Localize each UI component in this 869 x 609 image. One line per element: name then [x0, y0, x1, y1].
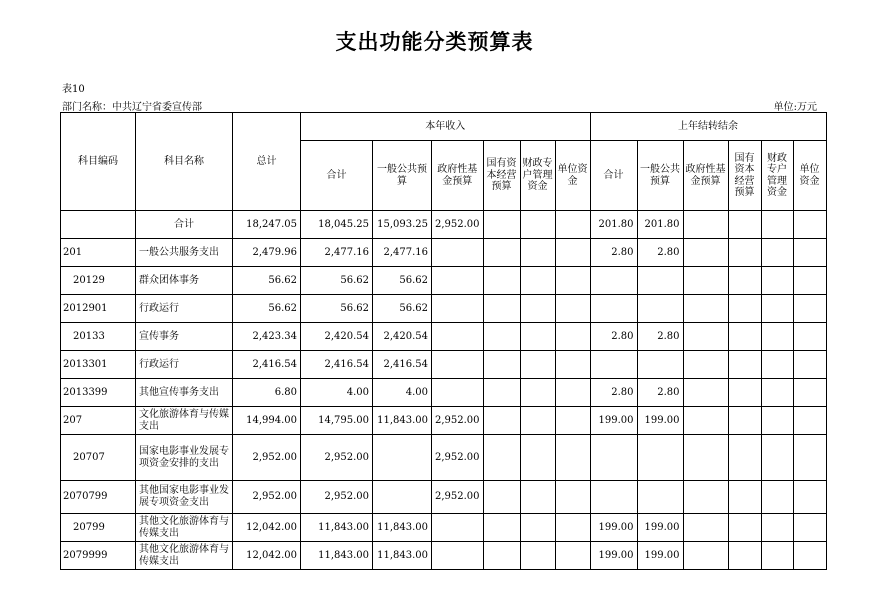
cell-p4 [728, 379, 761, 407]
cell-total: 18,247.05 [233, 211, 301, 239]
cell-c4 [483, 435, 520, 481]
cell-c6 [555, 323, 590, 351]
cell-p6 [793, 407, 826, 435]
cell-c1: 2,952.00 [301, 435, 373, 481]
header-cur-general: 一般公共预算 [373, 141, 432, 211]
cell-p4 [728, 481, 761, 514]
table-row [61, 481, 827, 514]
cell-c3 [432, 239, 484, 267]
cell-p6 [793, 295, 826, 323]
cell-subject-name: 国家电影事业发展专项资金安排的支出 [136, 435, 233, 481]
cell-p1: 2.80 [590, 379, 637, 407]
cell-total: 2,952.00 [233, 481, 301, 514]
cell-c6 [555, 351, 590, 379]
cell-subject-code: 20799 [61, 514, 136, 542]
cell-subject-name: 文化旅游体育与传媒支出 [136, 407, 233, 435]
cell-p2: 199.00 [637, 514, 683, 542]
cell-c1: 11,843.00 [301, 514, 373, 542]
cell-p5 [761, 514, 793, 542]
cell-subject-name: 其他文化旅游体育与传媒支出 [136, 542, 233, 570]
cell-p4 [728, 267, 761, 295]
cell-c1: 4.00 [301, 379, 373, 407]
cell-c2 [373, 481, 432, 514]
cell-p2: 2.80 [637, 239, 683, 267]
header-total: 总计 [233, 113, 301, 211]
cell-p6 [793, 351, 826, 379]
cell-subject-name: 行政运行 [136, 295, 233, 323]
cell-subject-name: 宣传事务 [136, 323, 233, 351]
cell-p1 [590, 267, 637, 295]
cell-p1: 201.80 [590, 211, 637, 239]
header-prev-state-capital: 国有资本经营预算 [728, 141, 761, 211]
cell-c2: 4.00 [373, 379, 432, 407]
cell-subject-code: 20129 [61, 267, 136, 295]
cell-c5 [520, 407, 555, 435]
cell-p3 [683, 407, 728, 435]
cell-c4 [483, 267, 520, 295]
cell-c4 [483, 379, 520, 407]
table-row [61, 351, 827, 379]
cell-subject-name: 一般公共服务支出 [136, 239, 233, 267]
cell-total: 2,416.54 [233, 351, 301, 379]
cell-p3 [683, 323, 728, 351]
cell-subject-name: 其他宣传事务支出 [136, 379, 233, 407]
cell-c3 [432, 295, 484, 323]
cell-p4 [728, 542, 761, 570]
cell-p2 [637, 295, 683, 323]
header-prev-fund: 政府性基金预算 [683, 141, 728, 211]
cell-subject-name: 其他国家电影事业发展专项资金支出 [136, 481, 233, 514]
cell-subject-name: 群众团体事务 [136, 267, 233, 295]
cell-c2: 56.62 [373, 267, 432, 295]
table-row [61, 267, 827, 295]
header-subject-name: 科目名称 [136, 113, 233, 211]
cell-p2: 2.80 [637, 323, 683, 351]
cell-subject-code: 2012901 [61, 295, 136, 323]
cell-c5 [520, 239, 555, 267]
cell-c6 [555, 435, 590, 481]
cell-c1: 56.62 [301, 295, 373, 323]
header-cur-subtotal: 合计 [301, 141, 373, 211]
cell-p2: 199.00 [637, 542, 683, 570]
table-row [61, 295, 827, 323]
header-prev-fiscal-special: 财政专户管理资金 [761, 141, 793, 211]
cell-c1: 2,952.00 [301, 481, 373, 514]
cell-p3 [683, 435, 728, 481]
cell-p4 [728, 211, 761, 239]
department-name: 部门名称：中共辽宁省委宣传部 [62, 102, 202, 113]
cell-total: 2,479.96 [233, 239, 301, 267]
cell-c3 [432, 323, 484, 351]
cell-p6 [793, 239, 826, 267]
cell-c2: 11,843.00 [373, 407, 432, 435]
cell-subject-code: 201 [61, 239, 136, 267]
cell-p5 [761, 435, 793, 481]
cell-c4 [483, 407, 520, 435]
cell-c3: 2,952.00 [432, 481, 484, 514]
cell-c1: 18,045.25 [301, 211, 373, 239]
header-cur-unit-funds: 单位资金 [555, 141, 590, 211]
cell-c2 [373, 435, 432, 481]
cell-p5 [761, 481, 793, 514]
cell-p4 [728, 323, 761, 351]
cell-subject-code [61, 211, 136, 239]
cell-p4 [728, 514, 761, 542]
cell-p3 [683, 267, 728, 295]
header-subject-code: 科目编码 [61, 113, 136, 211]
cell-c4 [483, 323, 520, 351]
cell-p5 [761, 323, 793, 351]
cell-c3 [432, 514, 484, 542]
cell-subject-code: 20707 [61, 435, 136, 481]
cell-c6 [555, 407, 590, 435]
cell-c2: 11,843.00 [373, 542, 432, 570]
cell-p5 [761, 267, 793, 295]
header-cur-fund: 政府性基金预算 [432, 141, 484, 211]
cell-p6 [793, 514, 826, 542]
cell-subject-code: 2013399 [61, 379, 136, 407]
cell-p2 [637, 435, 683, 481]
cell-c5 [520, 323, 555, 351]
cell-subject-code: 2079999 [61, 542, 136, 570]
cell-p3 [683, 351, 728, 379]
header-prev-unit-funds: 单位资金 [793, 141, 826, 211]
cell-p1 [590, 481, 637, 514]
cell-p6 [793, 211, 826, 239]
cell-p6 [793, 379, 826, 407]
cell-p5 [761, 211, 793, 239]
cell-p2 [637, 267, 683, 295]
cell-p6 [793, 267, 826, 295]
cell-total: 56.62 [233, 267, 301, 295]
table-row [61, 407, 827, 435]
header-cur-state-capital: 国有资本经营预算 [483, 141, 520, 211]
cell-p2: 2.80 [637, 379, 683, 407]
cell-c6 [555, 481, 590, 514]
cell-p1: 199.00 [590, 542, 637, 570]
cell-p1: 2.80 [590, 323, 637, 351]
table-row [61, 379, 827, 407]
cell-p5 [761, 379, 793, 407]
cell-c6 [555, 514, 590, 542]
cell-p1: 199.00 [590, 407, 637, 435]
cell-subject-code: 207 [61, 407, 136, 435]
table-row [61, 435, 827, 481]
cell-p3 [683, 379, 728, 407]
cell-subject-name: 合计 [136, 211, 233, 239]
budget-table-body [61, 211, 827, 570]
table-number: 表10 [62, 84, 85, 95]
cell-p4 [728, 407, 761, 435]
cell-c3 [432, 542, 484, 570]
cell-c1: 56.62 [301, 267, 373, 295]
cell-c1: 2,477.16 [301, 239, 373, 267]
cell-c5 [520, 481, 555, 514]
cell-c3: 2,952.00 [432, 435, 484, 481]
table-row [61, 542, 827, 570]
cell-p2: 199.00 [637, 407, 683, 435]
cell-c1: 14,795.00 [301, 407, 373, 435]
page-title: 支出功能分类预算表 [335, 30, 534, 54]
cell-total: 12,042.00 [233, 514, 301, 542]
cell-p3 [683, 239, 728, 267]
cell-subject-code: 2013301 [61, 351, 136, 379]
cell-c4 [483, 295, 520, 323]
cell-c4 [483, 542, 520, 570]
cell-p1 [590, 295, 637, 323]
cell-total: 2,952.00 [233, 435, 301, 481]
cell-c6 [555, 239, 590, 267]
cell-p3 [683, 211, 728, 239]
cell-c5 [520, 211, 555, 239]
cell-p5 [761, 407, 793, 435]
cell-c2: 2,477.16 [373, 239, 432, 267]
cell-p4 [728, 435, 761, 481]
cell-c2: 11,843.00 [373, 514, 432, 542]
cell-p3 [683, 514, 728, 542]
cell-total: 14,994.00 [233, 407, 301, 435]
cell-c5 [520, 295, 555, 323]
header-current-year: 本年收入 [301, 113, 591, 141]
table-row [61, 323, 827, 351]
cell-subject-name: 其他文化旅游体育与传媒支出 [136, 514, 233, 542]
cell-subject-code: 2070799 [61, 481, 136, 514]
cell-c2: 56.62 [373, 295, 432, 323]
cell-p2: 201.80 [637, 211, 683, 239]
cell-c2: 15,093.25 [373, 211, 432, 239]
cell-c3: 2,952.00 [432, 407, 484, 435]
cell-p6 [793, 435, 826, 481]
cell-p1: 199.00 [590, 514, 637, 542]
cell-p6 [793, 542, 826, 570]
header-cur-fiscal-special: 财政专户管理资金 [520, 141, 555, 211]
cell-subject-code: 20133 [61, 323, 136, 351]
header-prev-general: 一般公共预算 [637, 141, 683, 211]
cell-c4 [483, 351, 520, 379]
cell-c6 [555, 379, 590, 407]
cell-subject-name: 行政运行 [136, 351, 233, 379]
cell-c3 [432, 379, 484, 407]
cell-c2: 2,420.54 [373, 323, 432, 351]
cell-c4 [483, 481, 520, 514]
cell-p1 [590, 435, 637, 481]
cell-total: 12,042.00 [233, 542, 301, 570]
header-prev-subtotal: 合计 [590, 141, 637, 211]
cell-total: 2,423.34 [233, 323, 301, 351]
cell-c3: 2,952.00 [432, 211, 484, 239]
cell-c3 [432, 267, 484, 295]
cell-c2: 2,416.54 [373, 351, 432, 379]
cell-c5 [520, 351, 555, 379]
cell-c4 [483, 211, 520, 239]
cell-p5 [761, 239, 793, 267]
cell-c6 [555, 267, 590, 295]
cell-p2 [637, 351, 683, 379]
cell-p1 [590, 351, 637, 379]
cell-p4 [728, 295, 761, 323]
cell-p3 [683, 542, 728, 570]
cell-p3 [683, 295, 728, 323]
cell-c5 [520, 267, 555, 295]
table-row [61, 514, 827, 542]
table-row [61, 239, 827, 267]
header-prev-year: 上年结转结余 [590, 113, 826, 141]
cell-c1: 11,843.00 [301, 542, 373, 570]
budget-table [60, 112, 827, 570]
cell-p4 [728, 239, 761, 267]
cell-total: 56.62 [233, 295, 301, 323]
cell-c5 [520, 379, 555, 407]
cell-p2 [637, 481, 683, 514]
cell-c5 [520, 514, 555, 542]
unit-label: 单位:万元 [773, 102, 817, 113]
cell-c3 [432, 351, 484, 379]
cell-c1: 2,420.54 [301, 323, 373, 351]
cell-c4 [483, 514, 520, 542]
cell-total: 6.80 [233, 379, 301, 407]
cell-p6 [793, 323, 826, 351]
cell-p1: 2.80 [590, 239, 637, 267]
cell-c5 [520, 435, 555, 481]
table-row [61, 211, 827, 239]
cell-c4 [483, 239, 520, 267]
cell-c6 [555, 211, 590, 239]
cell-p5 [761, 542, 793, 570]
cell-c6 [555, 295, 590, 323]
cell-c5 [520, 542, 555, 570]
cell-c1: 2,416.54 [301, 351, 373, 379]
cell-p5 [761, 295, 793, 323]
cell-c6 [555, 542, 590, 570]
cell-p3 [683, 481, 728, 514]
cell-p4 [728, 351, 761, 379]
cell-p6 [793, 481, 826, 514]
cell-p5 [761, 351, 793, 379]
